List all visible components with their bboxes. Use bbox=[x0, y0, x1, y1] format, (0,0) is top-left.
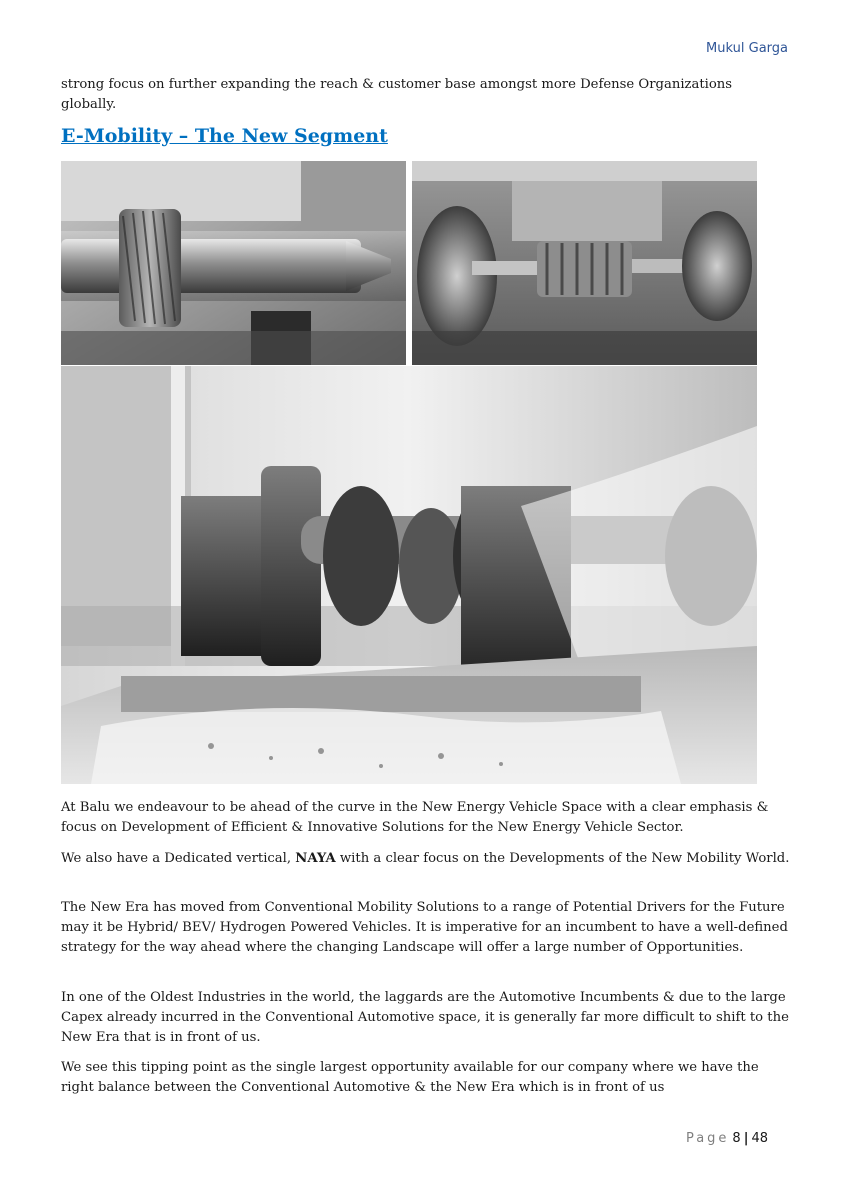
paragraph-incumbents: In one of the Oldest Industries in the world, the laggards are the Automotive Incumbents & due to the large Capex already incurred in the Conventional Automotive space, it is generally far more difficult to shift to the New Era that is in front of us. bbox=[61, 990, 789, 1045]
page-label: Page bbox=[685, 1131, 730, 1146]
page-separator: | bbox=[743, 1131, 749, 1146]
intro-paragraph: strong focus on further expanding the reach & customer base amongst more Defense Organizations globally. bbox=[61, 77, 733, 112]
paragraph-new-era: The New Era has moved from Conventional Mobility Solutions to a range of Potential Drivers for the Future may it be Hybrid/ BEV/ Hydrogen Powered Vehicles. It is imperative for an incumbent to have a well-defined strategy for the way ahead where the changing Landscape will offer a large number of Opportunities. bbox=[61, 900, 788, 955]
paragraph-tipping-point: We see this tipping point as the single largest opportunity available for our company where we have the right balance between the Conventional Automotive & the New Era which is in front of us bbox=[61, 1060, 759, 1095]
naya-text-after: with a clear focus on the Developments of the New Mobility World. bbox=[335, 851, 790, 866]
total-pages: 48 bbox=[751, 1131, 768, 1146]
paragraph-naya bbox=[61, 849, 791, 869]
naya-bold: NAYA bbox=[295, 851, 336, 866]
header-author: Mukul Garga bbox=[706, 41, 788, 56]
section-heading: E-Mobility – The New Segment bbox=[61, 125, 388, 147]
naya-text-before: We also have a Dedicated vertical, bbox=[61, 851, 296, 866]
page-footer bbox=[686, 1131, 768, 1146]
crankshaft-machining-photo bbox=[61, 366, 757, 784]
page-number: 8 bbox=[732, 1131, 741, 1146]
gear-shaft-photo bbox=[61, 161, 406, 365]
rotor-machining-photo bbox=[412, 161, 757, 365]
paragraph-balu-nev: At Balu we endeavour to be ahead of the curve in the New Energy Vehicle Space with a clear emphasis & focus on Development of Efficient & Innovative Solutions for the New Energy Vehicle Sector. bbox=[61, 800, 769, 835]
